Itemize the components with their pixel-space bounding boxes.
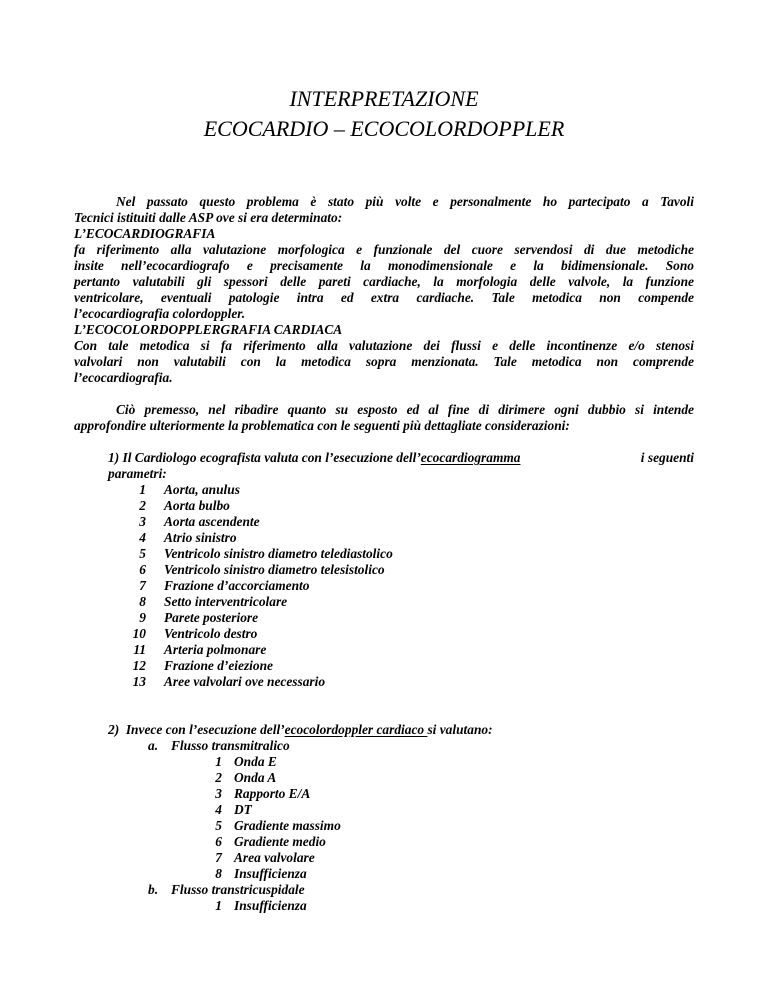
intro-line-5: insite nell’ecocardiografo e precisamente la monodimensionale e la bidimensionale. Sono (74, 258, 694, 273)
document-title-line-1: INTERPRETAZIONE (289, 86, 479, 111)
section2-sub-a-title: Flusso transmitralico (171, 738, 290, 753)
list-item-number: 12 (132, 658, 146, 673)
list-item-text: Insufficienza (234, 898, 307, 913)
list-item-number: 5 (139, 546, 146, 561)
list-item-text: Parete posteriore (164, 610, 259, 625)
list-item-number: 1 (215, 754, 222, 769)
intro-line-10: Con tale metodica si fa riferimento alla valutazione dei flussi e delle incontinenze e/o stenosi (74, 338, 694, 353)
list-item-number: 6 (215, 834, 222, 849)
intro-line-12: l’ecocardiografia. (74, 370, 173, 385)
list-item-text: Arteria polmonare (164, 642, 267, 657)
intro-line-4: fa riferimento alla valutazione morfologica e funzionale del cuore servendosi di due metodiche (74, 242, 694, 257)
list-item-text: Gradiente medio (234, 834, 326, 849)
intro-heading-ecocardiografia: L’ECOCARDIOGRAFIA (74, 226, 216, 241)
list-item-number: 5 (215, 818, 222, 833)
list-item-text: Atrio sinistro (164, 530, 237, 545)
list-item-text: Setto interventricolare (164, 594, 288, 609)
list-item-text: Frazione d’accorciamento (164, 578, 310, 593)
list-item-text: Aree valvolari ove necessario (164, 674, 326, 689)
list-item-number: 6 (139, 562, 146, 577)
list-item-text: Aorta ascendente (164, 514, 260, 529)
list-item-number: 1 (215, 898, 222, 913)
list-item-text: Ventricolo destro (164, 626, 258, 641)
section1-underlined-term: ecocardiogramma (420, 450, 521, 465)
list-item-number: 7 (215, 850, 222, 865)
list-item-text: DT (234, 802, 252, 817)
intro-line-11: valvolari non valutabili con la metodica sopra menzionata. Tale metodica non comprende (74, 354, 694, 369)
list-item-number: 4 (139, 530, 146, 545)
list-item-text: Aorta, anulus (164, 482, 240, 497)
list-item-text: Rapporto E/A (234, 786, 311, 801)
list-item-text: Ventricolo sinistro diametro telesistolico (164, 562, 385, 577)
list-item-text: Onda E (234, 754, 277, 769)
list-item-number: 2 (215, 770, 222, 785)
list-item-text: Insufficienza (234, 866, 307, 881)
intro-line-8: l’ecocardiografia colordoppler. (74, 306, 246, 321)
list-item-text: Gradiente massimo (234, 818, 341, 833)
intro-line-2: Tecnici istituiti dalle ASP ove si era determinato: (74, 210, 343, 225)
list-item-text: Aorta bulbo (164, 498, 230, 513)
document-title-line-2: ECOCARDIO – ECOCOLORDOPPLER (203, 116, 565, 141)
section2-sub-b-title: Flusso transtricuspidale (171, 882, 305, 897)
section2-prefix: 2) Invece con l’esecuzione dell’ (108, 722, 285, 737)
section1-line-2: parametri: (108, 466, 167, 481)
list-item-number: 4 (215, 802, 222, 817)
list-item-text: Area valvolare (234, 850, 315, 865)
list-item-number: 11 (133, 642, 146, 657)
intro-line-7: ventricolare, eventuali patologie intra ed extra cardiache. Tale metodica non compende (74, 290, 694, 305)
section1-intro-line (108, 450, 694, 466)
list-item-text: Ventricolo sinistro diametro telediastolico (164, 546, 393, 561)
list-item-number: 7 (139, 578, 146, 593)
intro-line-6: pertanto valutabili gli spessori delle pareti cardiache, la morfologia delle valvole, la funzione (74, 274, 694, 289)
section1-suffix: i seguenti (637, 450, 694, 465)
section2-underlined-term: ecocolordoppler cardiaco (284, 722, 428, 737)
intro-heading-ecocolordopplergrafia: L’ECOCOLORDOPPLERGRAFIA CARDIACA (74, 322, 343, 337)
intro-line-1: Nel passato questo problema è stato più volte e personalmente ho partecipato a Tavoli (116, 194, 694, 209)
list-item-text: Frazione d’eiezione (164, 658, 273, 673)
section2-intro-line (108, 722, 493, 738)
list-item-number: 10 (132, 626, 146, 641)
list-item-number: 8 (215, 866, 222, 881)
list-item-number: 3 (139, 514, 146, 529)
list-item-number: 3 (215, 786, 222, 801)
section2-suffix: si valutano: (427, 722, 493, 737)
premise-line-2: approfondire ulteriormente la problematica con le seguenti più dettagliate considerazioni: (74, 418, 570, 433)
list-item-number: 2 (139, 498, 146, 513)
section1-prefix: 1) Il Cardiologo ecografista valuta con l’esecuzione dell’ (108, 450, 421, 465)
list-item-number: 8 (139, 594, 146, 609)
section2-sub-a-letter: a. (148, 738, 159, 753)
list-item-number: 13 (132, 674, 146, 689)
section2-sub-b-letter: b. (148, 882, 159, 897)
premise-line-1: Ciò premesso, nel ribadire quanto su esposto ed al fine di dirimere ogni dubbio si intende (116, 402, 694, 417)
list-item-text: Onda A (234, 770, 277, 785)
list-item-number: 9 (139, 610, 146, 625)
list-item-number: 1 (139, 482, 146, 497)
